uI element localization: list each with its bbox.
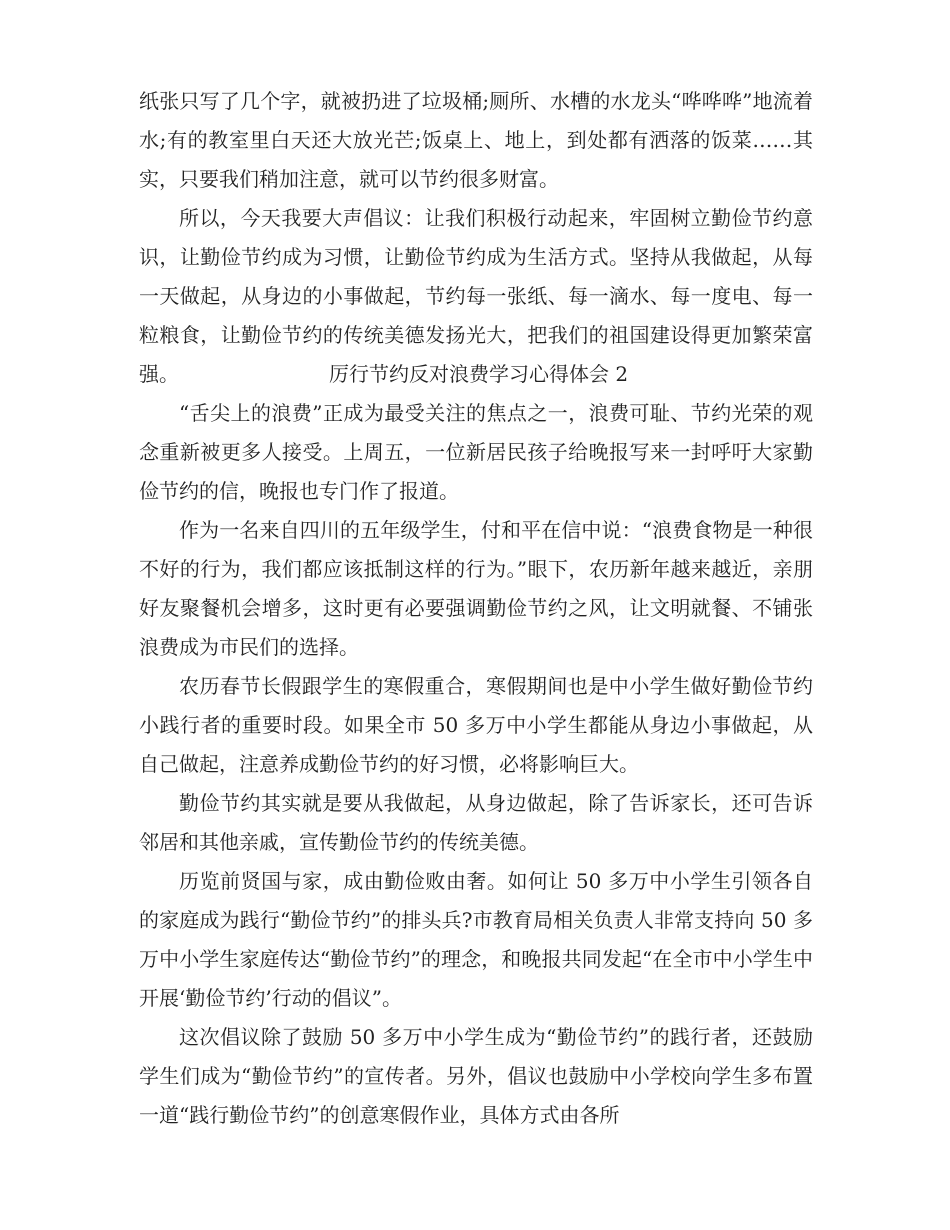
paragraph: 这次倡议除了鼓励 50 多万中小学生成为“勤俭节约”的践行者，还鼓励学生们成为“勤俭节约”的宣传者。另外，倡议也鼓励中小学校向学生多布置一道“践行勤俭节约”的创意寒假作业，具体方式由各所	[139, 1025, 813, 1127]
paragraph: “舌尖上的浪费”正成为最受关注的焦点之一，浪费可耻、节约光荣的观念重新被更多人接受。上周五，一位新居民孩子给晚报写来一封呼吁大家勤俭节约的信，晚报也专门作了报道。	[139, 401, 813, 503]
paragraph-proposal	[139, 199, 813, 394]
section-heading: 厉行节约反对浪费学习心得体会 2	[329, 362, 629, 386]
paragraph: 农历春节长假跟学生的寒假重合，寒假期间也是中小学生做好勤俭节约小践行者的重要时段。如果全市 50 多万中小学生都能从身边小事做起，从自己做起，注意养成勤俭节约的好习惯，必将影响巨大。	[139, 674, 813, 776]
paragraph: 勤俭节约其实就是要从我做起，从身边做起，除了告诉家长，还可告诉邻居和其他亲戚，宣传勤俭节约的传统美德。	[139, 791, 813, 854]
paragraph-proposal-text: 所以，今天我要大声倡议：让我们积极行动起来，牢固树立勤俭节约意识，让勤俭节约成为习惯，让勤俭节约成为生活方式。坚持从我做起，从每一天做起，从身边的小事做起，节约每一张纸、每一滴水、每一度电、每一粒粮食，让勤俭节约的传统美德发扬光大，把我们的祖国建设得更加繁荣富强。	[139, 206, 813, 386]
paragraph: 历览前贤国与家，成由勤俭败由奢。如何让 50 多万中小学生引领各自的家庭成为践行“勤俭节约”的排头兵?市教育局相关负责人非常支持向 50 多万中小学生家庭传达“勤俭节约”的理念，和晚报共同发起“在全市中小学生中开展‘勤俭节约’行动的倡议”。	[139, 869, 813, 1010]
paragraph-continued: 纸张只写了几个字，就被扔进了垃圾桶;厕所、水槽的水龙头“哗哗哗”地流着水;有的教室里白天还大放光芒;饭桌上、地上，到处都有洒落的饭菜……其实，只要我们稍加注意，就可以节约很多财富。	[139, 89, 813, 191]
document-body	[139, 82, 813, 1135]
paragraph: 作为一名来自四川的五年级学生，付和平在信中说：“浪费食物是一种很不好的行为，我们都应该抵制这样的行为。”眼下，农历新年越来越近，亲朋好友聚餐机会增多，这时更有必要强调勤俭节约之风，让文明就餐、不铺张浪费成为市民们的选择。	[139, 518, 813, 659]
